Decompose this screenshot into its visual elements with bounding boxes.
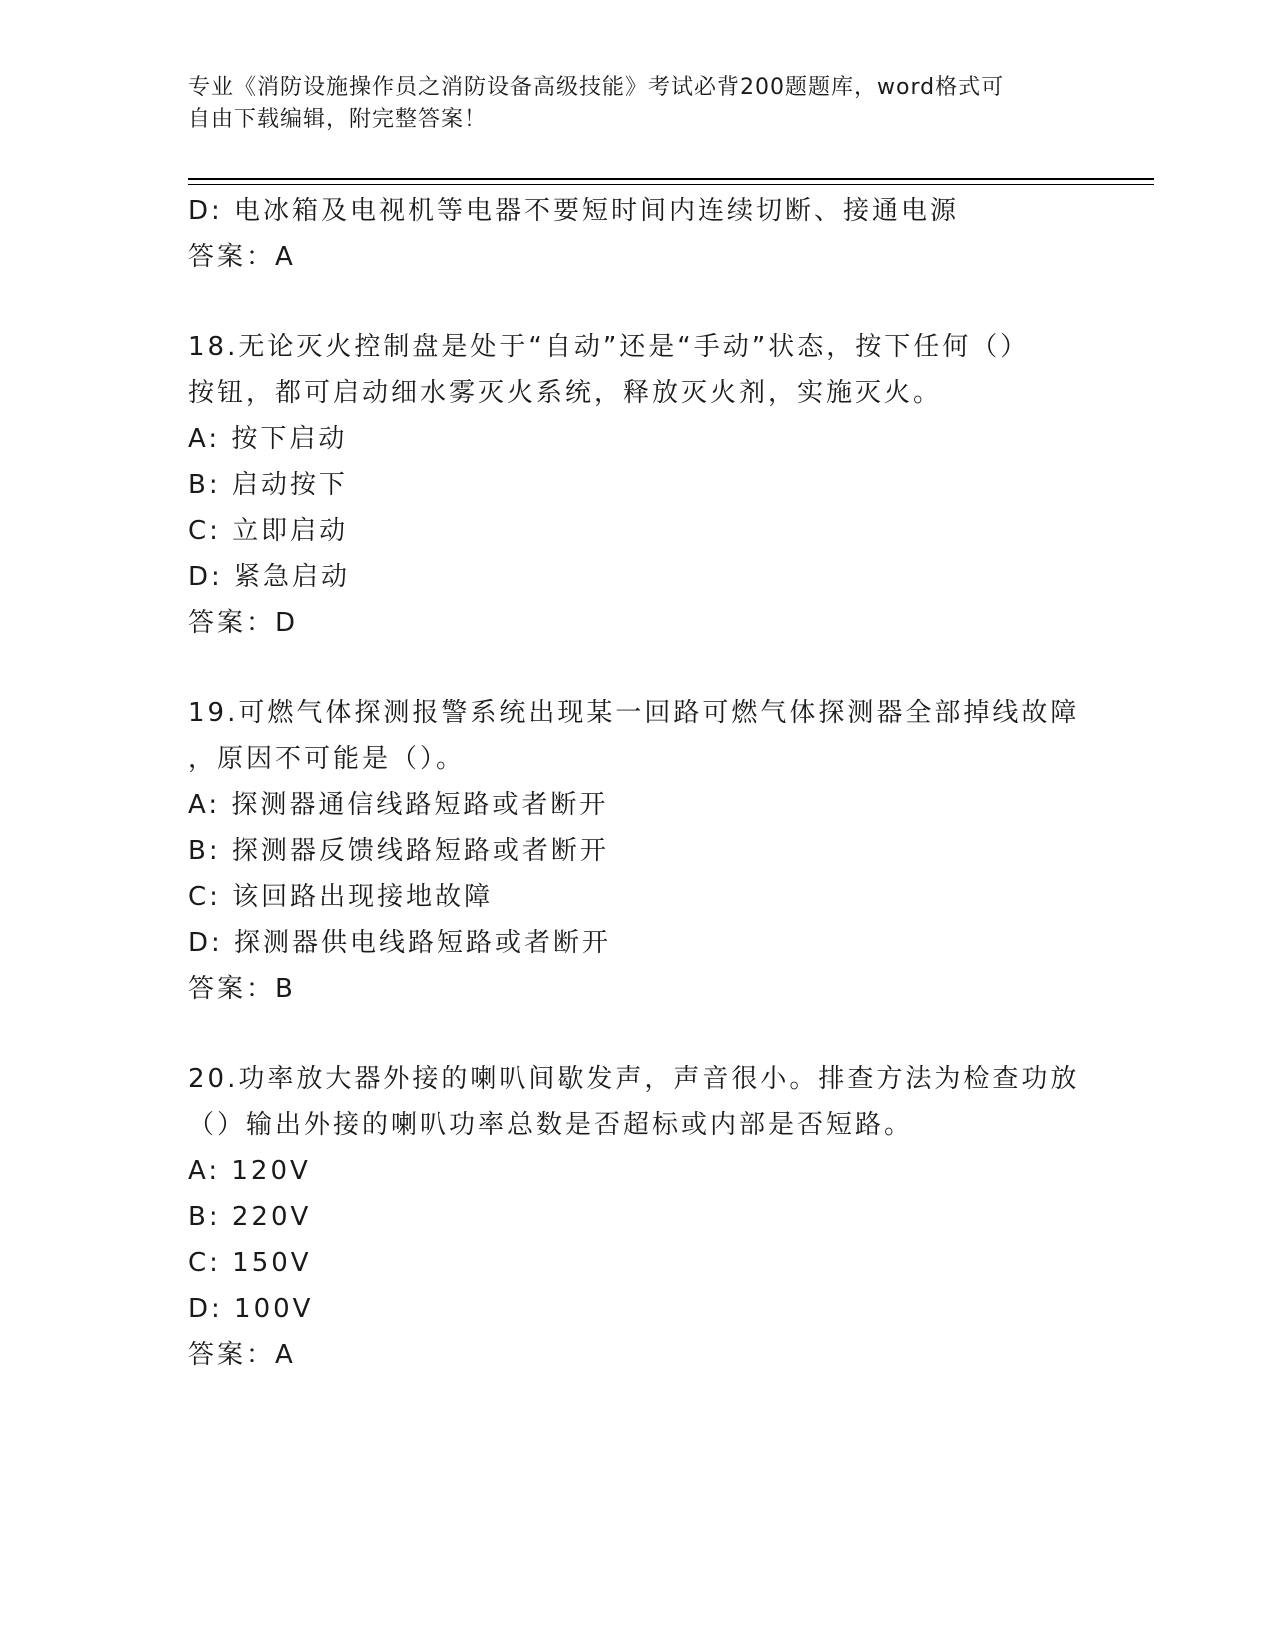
question-19 (188, 690, 1088, 1012)
option-b: B: 220V (188, 1202, 312, 1232)
question-text-line-2: 按钮，都可启动细水雾灭火系统，释放灭火剂，实施灭火。 (188, 378, 943, 408)
question-20 (188, 1056, 1088, 1378)
header-divider-thick (188, 178, 1154, 180)
option-b: B: 启动按下 (188, 470, 348, 500)
header-line-1: 专业《消防设施操作员之消防设备高级技能》考试必背200题题库，word格式可 (188, 75, 1005, 100)
option-a: A: 120V (188, 1156, 311, 1186)
spacer (188, 646, 1088, 690)
answer-line: 答案：B (188, 974, 296, 1004)
option-a: A: 探测器通信线路短路或者断开 (188, 790, 609, 820)
option-c: C: 立即启动 (188, 516, 349, 546)
answer-line: 答案：D (188, 608, 299, 638)
option-d: D: 电冰箱及电视机等电器不要短时间内连续切断、接通电源 (188, 196, 960, 226)
question-18 (188, 324, 1088, 646)
option-d: D: 紧急启动 (188, 562, 351, 592)
option-d: D: 探测器供电线路短路或者断开 (188, 928, 612, 958)
answer-line: 答案：A (188, 1340, 296, 1370)
page-header (188, 72, 1088, 136)
option-c: C: 150V (188, 1248, 312, 1278)
question-text-line-2: ，原因不可能是（）。 (188, 744, 466, 774)
option-a: A: 按下启动 (188, 424, 348, 454)
question-list (188, 188, 1088, 1378)
spacer (188, 280, 1088, 324)
question-17-tail (188, 188, 1088, 280)
question-text-line-1: 18.无论灭火控制盘是处于“自动”还是“手动”状态，按下任何（） (188, 332, 1030, 362)
header-divider-thin (188, 184, 1154, 185)
option-c: C: 该回路出现接地故障 (188, 882, 494, 912)
answer-line: 答案：A (188, 242, 296, 272)
question-text-line-2: （）输出外接的喇叭功率总数是否超标或内部是否短路。 (188, 1110, 914, 1140)
question-text-line-1: 19.可燃气体探测报警系统出现某一回路可燃气体探测器全部掉线故障 (188, 698, 1080, 728)
spacer (188, 1012, 1088, 1056)
question-text-line-1: 20.功率放大器外接的喇叭间歇发声，声音很小。排查方法为检查功放 (188, 1064, 1080, 1094)
option-b: B: 探测器反馈线路短路或者断开 (188, 836, 609, 866)
option-d: D: 100V (188, 1294, 314, 1324)
header-line-2: 自由下载编辑，附完整答案！ (188, 107, 488, 132)
